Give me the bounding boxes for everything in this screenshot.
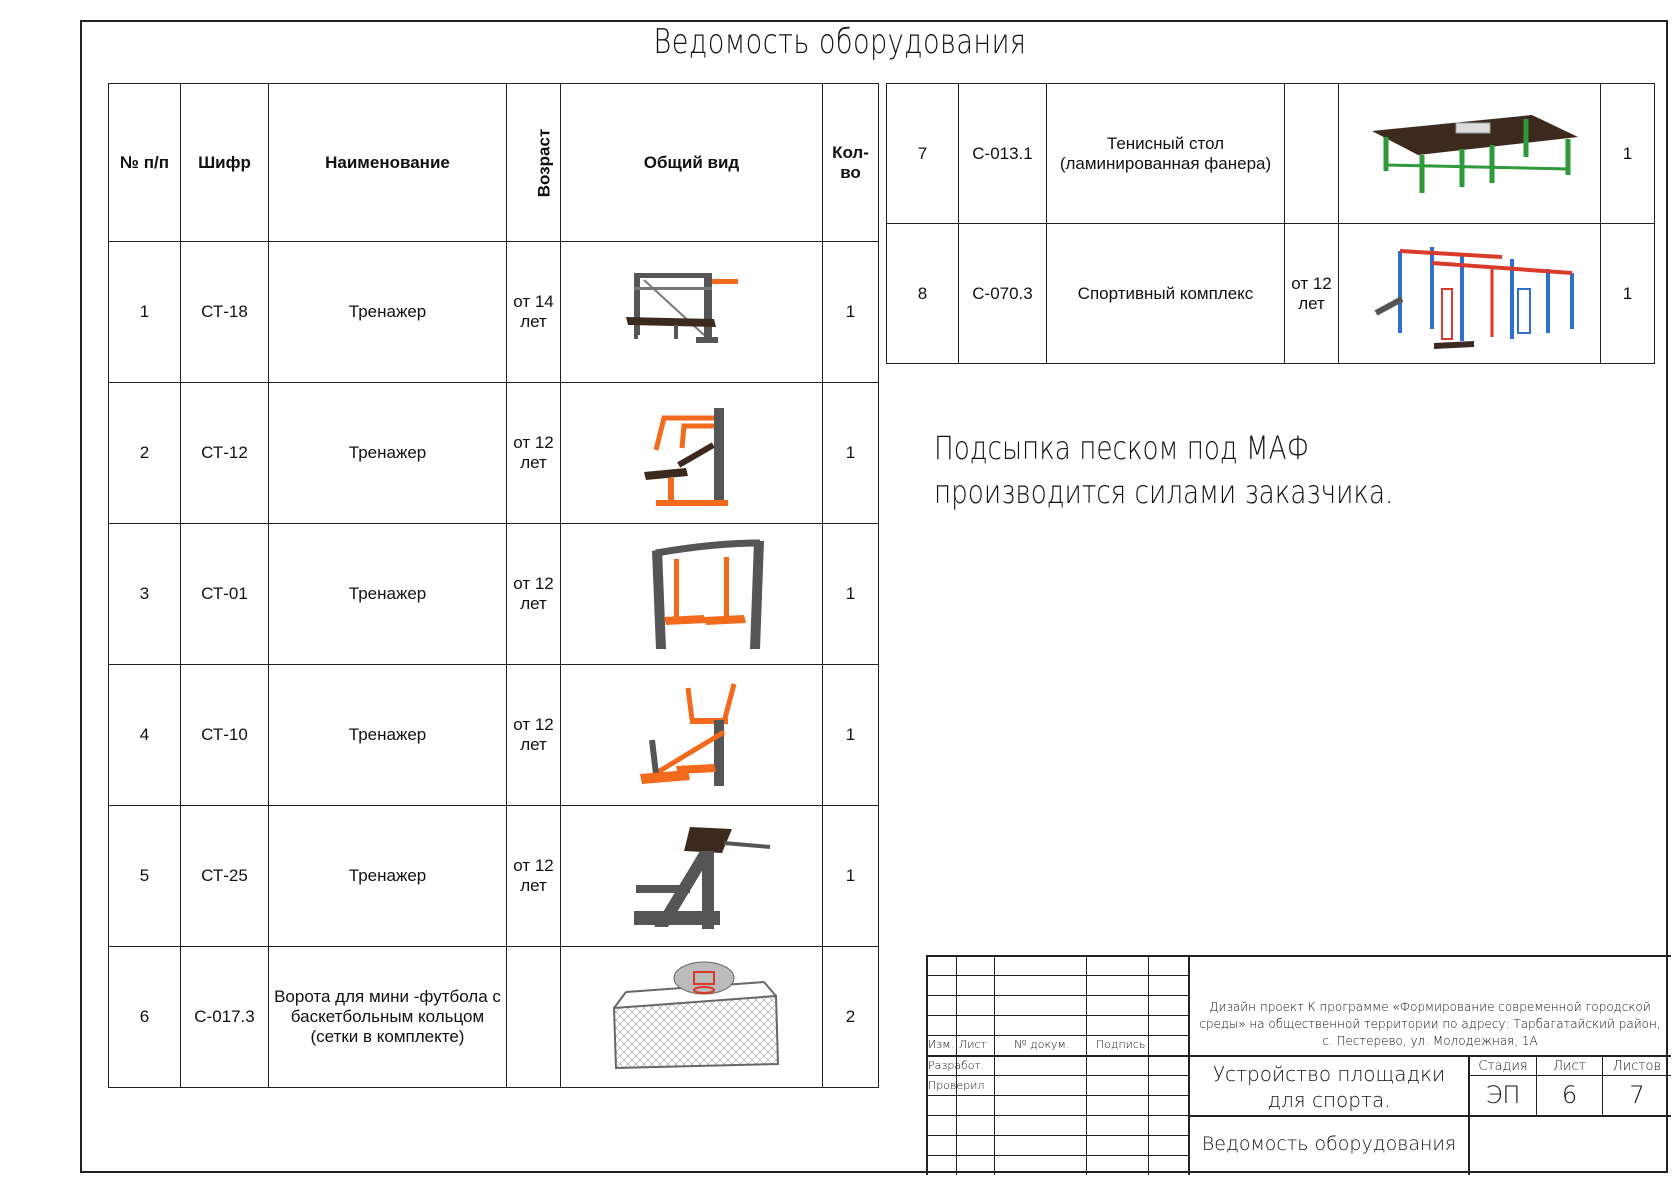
table-row: [887, 84, 1655, 224]
equipment-image: [561, 665, 823, 806]
row-age: от 12 лет: [1285, 224, 1339, 364]
row-code: СТ-25: [181, 806, 269, 947]
sports-complex-image: [1342, 229, 1592, 359]
row-qty: 1: [1601, 224, 1655, 364]
sheets-label: Листов: [1612, 1059, 1662, 1074]
equipment-image: [561, 383, 823, 524]
row-code: С-017.3: [181, 947, 269, 1088]
row-age: от 12 лет: [507, 806, 561, 947]
row-num: 7: [887, 84, 959, 224]
equipment-image: [561, 524, 823, 665]
header-code: Шифр: [181, 84, 269, 242]
tennis-table-image: [1342, 89, 1592, 219]
row-name: Ворота для мини -футбола с баскетбольным кольцом (сетки в комплекте): [269, 947, 507, 1088]
checked-label: Проверил: [928, 1079, 985, 1092]
col-list: Лист: [959, 1038, 987, 1051]
sheet-name: Ведомость оборудования: [1201, 1133, 1457, 1155]
header-qty: Кол-во: [823, 84, 879, 242]
row-code: С-070.3: [959, 224, 1047, 364]
col-doc: № докум.: [1014, 1038, 1070, 1051]
row-qty: 1: [1601, 84, 1655, 224]
row-num: 5: [109, 806, 181, 947]
row-age: от 12 лет: [507, 524, 561, 665]
row-num: 8: [887, 224, 959, 364]
row-age: от 12 лет: [507, 665, 561, 806]
hyperextension-trainer-image: [564, 811, 814, 941]
row-name: Тренажер: [269, 242, 507, 383]
row-num: 2: [109, 383, 181, 524]
row-age: от 12 лет: [507, 383, 561, 524]
row-name: Тренажер: [269, 383, 507, 524]
row-code: СТ-18: [181, 242, 269, 383]
row-qty: 1: [823, 242, 879, 383]
row-qty: 1: [823, 806, 879, 947]
row-name: Тенисный стол (ламинированная фанера): [1047, 84, 1285, 224]
project-description: Дизайн проект К программе «Формирование современной городской среды» на общественной территории по адресу: Тарбагатайский район, с. Пестерево, ул. Молодежная, 1А: [1199, 1000, 1661, 1048]
row-age: [1285, 84, 1339, 224]
col-sign: Подпись: [1096, 1038, 1146, 1051]
equipment-image: [1339, 224, 1601, 364]
stage-value: ЭП: [1485, 1081, 1521, 1109]
sheets-value: 7: [1629, 1081, 1645, 1109]
table-row: [109, 665, 879, 806]
equipment-image: [1339, 84, 1601, 224]
row-qty: 1: [823, 665, 879, 806]
title-block: [926, 955, 1671, 1175]
header-view: Общий вид: [561, 84, 823, 242]
table-row: [887, 224, 1655, 364]
header-age: Возраст: [534, 128, 554, 197]
elliptical-trainer-image: [564, 670, 814, 800]
row-code: СТ-12: [181, 383, 269, 524]
equipment-image: [561, 242, 823, 383]
equipment-image: [561, 806, 823, 947]
row-qty: 1: [823, 383, 879, 524]
row-code: С-013.1: [959, 84, 1047, 224]
row-num: 3: [109, 524, 181, 665]
walker-trainer-image: [564, 529, 814, 659]
object-name: Устройство площадки для спорта.: [1212, 1062, 1446, 1112]
bench-trainer-image: [564, 247, 814, 377]
row-name: Тренажер: [269, 524, 507, 665]
row-num: 4: [109, 665, 181, 806]
row-age: [507, 947, 561, 1088]
row-num: 1: [109, 242, 181, 383]
header-name: Наименование: [269, 84, 507, 242]
equipment-table-right: [886, 83, 1655, 364]
table-header-row: [109, 84, 879, 242]
stage-label: Стадия: [1478, 1059, 1528, 1074]
table-row: [109, 383, 879, 524]
developed-label: Разработ.: [928, 1059, 985, 1072]
sheet-label: Лист: [1553, 1059, 1586, 1074]
row-qty: 2: [823, 947, 879, 1088]
equipment-table-left: [108, 83, 879, 1088]
row-name: Тренажер: [269, 806, 507, 947]
table-row: [109, 947, 879, 1088]
sand-note: Подсыпка песком под МАФ производится силами заказчика.: [934, 429, 1394, 511]
chest-press-trainer-image: [564, 388, 814, 518]
col-izm: Изм.: [928, 1038, 955, 1051]
table-row: [109, 806, 879, 947]
row-num: 6: [109, 947, 181, 1088]
row-name: Тренажер: [269, 665, 507, 806]
equipment-image: [561, 947, 823, 1088]
sheet-title: Ведомость оборудования: [653, 22, 1027, 62]
row-qty: 1: [823, 524, 879, 665]
table-row: [109, 242, 879, 383]
football-goal-image: [564, 952, 814, 1082]
sheet-value: 6: [1561, 1081, 1578, 1109]
table-row: [109, 524, 879, 665]
row-code: СТ-01: [181, 524, 269, 665]
header-num: № п/п: [109, 84, 181, 242]
row-code: СТ-10: [181, 665, 269, 806]
row-name: Спортивный комплекс: [1047, 224, 1285, 364]
row-age: от 14 лет: [507, 242, 561, 383]
